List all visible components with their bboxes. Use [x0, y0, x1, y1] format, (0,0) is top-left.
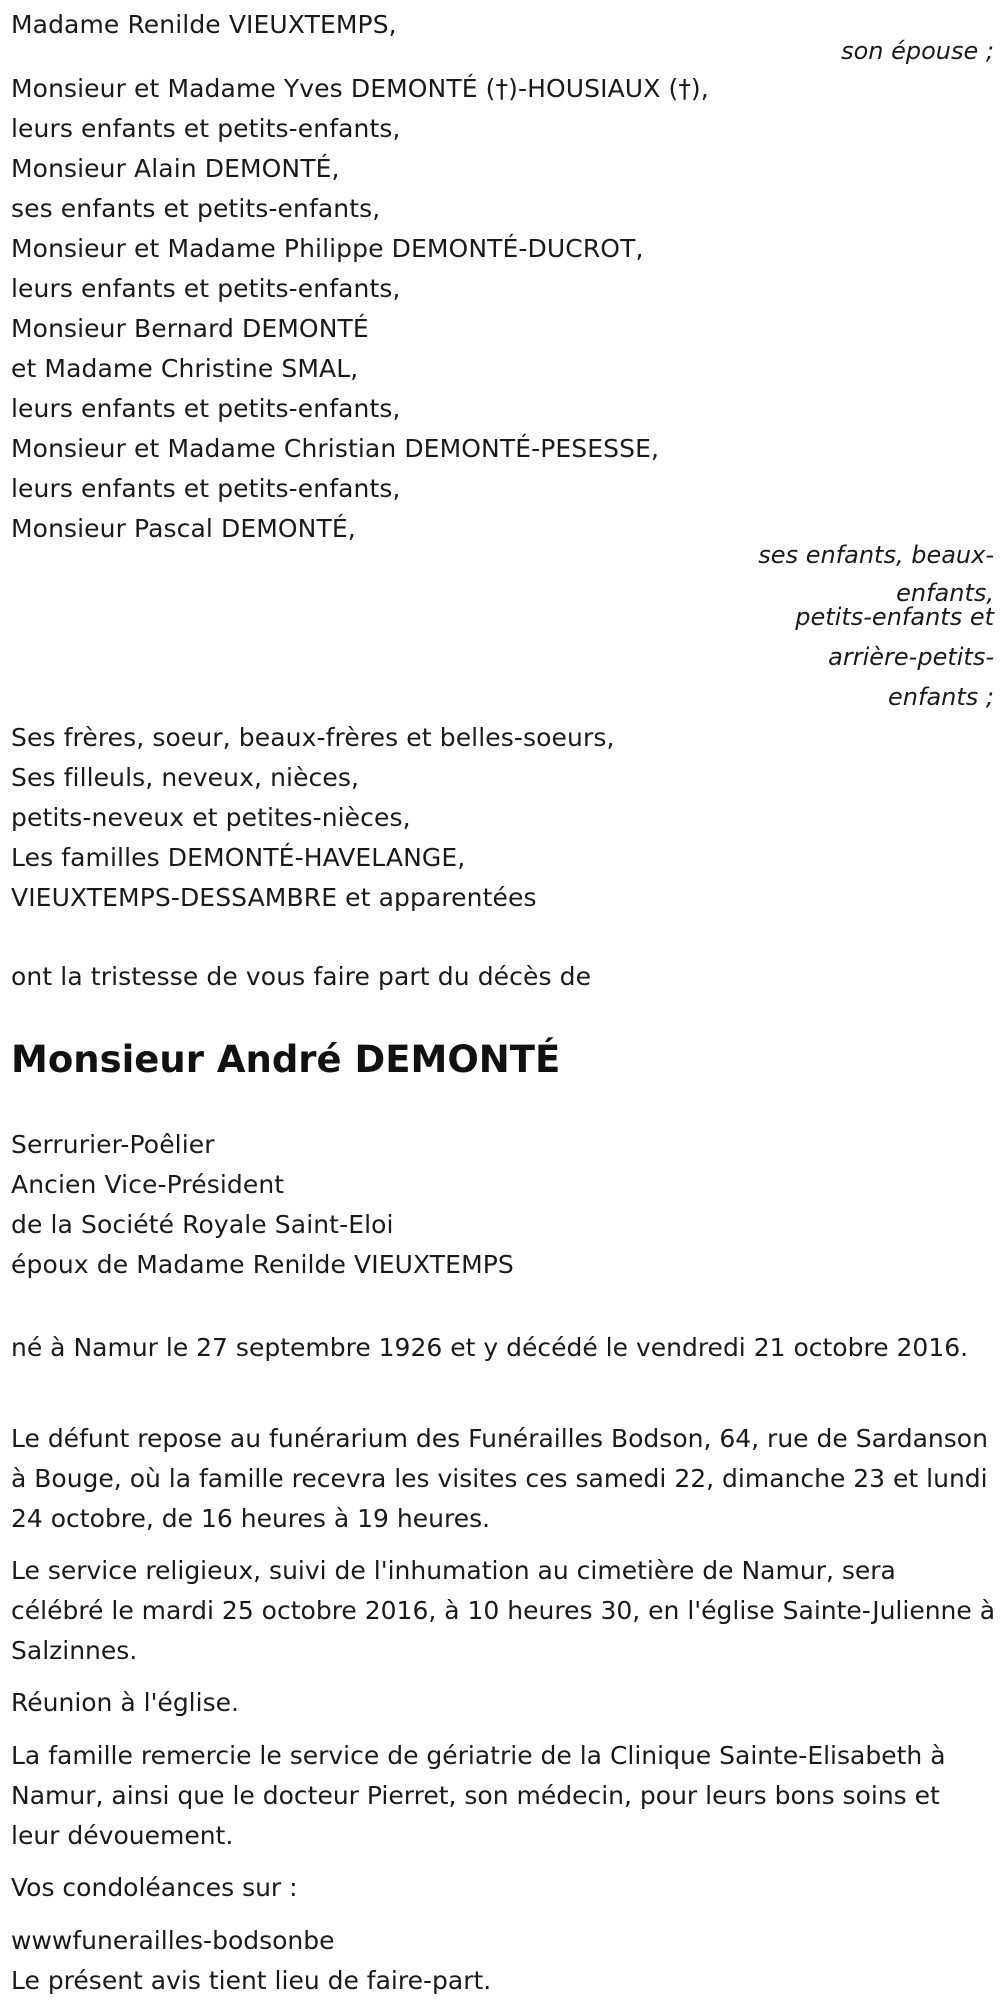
detail-line: Ancien Vice-Président — [11, 1170, 285, 1199]
family-line: Monsieur Bernard DEMONTÉ — [11, 314, 369, 343]
family-line: Monsieur et Madame Philippe DEMONTÉ-DUCROT, — [11, 234, 644, 263]
announcement-text: ont la tristesse de vous faire part du décès de — [11, 962, 592, 991]
detail-line: de la Société Royale Saint-Eloi — [11, 1210, 394, 1239]
thanks-paragraph: La famille remercie le service de gériatrie de la Clinique Sainte-Elisabeth à Namur, ainsi que le docteur Pierret, son médecin, pour leurs bons soins et leur dévouement. — [11, 1741, 946, 1850]
family-line: leurs enfants et petits-enfants, — [11, 114, 401, 143]
notice-footer: Le présent avis tient lieu de faire-part. — [11, 1966, 492, 1995]
family-line: Monsieur Pascal DEMONTÉ, — [11, 514, 356, 543]
children-role-line: arrière-petits- — [828, 643, 994, 671]
widow-role: son épouse ; — [841, 37, 994, 65]
visitation-paragraph: Le défunt repose au funérarium des Funérailles Bodson, 64, rue de Sardanson à Bouge, où la famille recevra les visites ces samedi 22, dimanche 23 et lundi 24 octobre, de 16 heures à 19 heures. — [11, 1424, 988, 1533]
service-paragraph: Le service religieux, suivi de l'inhumation au cimetière de Namur, sera célébré le mardi 25 octobre 2016, à 10 heures 30, en l'église Sainte-Julienne à Salzinnes. — [11, 1556, 996, 1665]
detail-line: Serrurier-Poêlier — [11, 1130, 215, 1159]
family-line: leurs enfants et petits-enfants, — [11, 274, 401, 303]
website-text: wwwfunerailles-bodsonbe — [11, 1926, 335, 1955]
children-role-line: ses enfants, beaux- — [758, 541, 994, 569]
children-role-line: enfants ; — [888, 683, 994, 711]
relatives-line: VIEUXTEMPS-DESSAMBRE et apparentées — [11, 883, 537, 912]
family-line: Monsieur et Madame Yves DEMONTÉ (†)-HOUSIAUX (†), — [11, 74, 709, 103]
relatives-line: Ses filleuls, neveux, nièces, — [11, 763, 360, 792]
condolences-label: Vos condoléances sur : — [11, 1873, 298, 1902]
children-role-line: petits-enfants et — [795, 603, 994, 631]
family-line: Monsieur Alain DEMONTÉ, — [11, 154, 340, 183]
family-line: ses enfants et petits-enfants, — [11, 194, 381, 223]
widow-name: Madame Renilde VIEUXTEMPS, — [11, 10, 397, 39]
relatives-line: Ses frères, soeur, beaux-frères et belles-soeurs, — [11, 723, 615, 752]
relatives-line: petits-neveux et petites-nièces, — [11, 803, 411, 832]
deceased-name: Monsieur André DEMONTÉ — [11, 1038, 561, 1081]
meeting-paragraph: Réunion à l'église. — [11, 1688, 239, 1717]
family-line: leurs enfants et petits-enfants, — [11, 474, 401, 503]
family-line: et Madame Christine SMAL, — [11, 354, 359, 383]
family-line: Monsieur et Madame Christian DEMONTÉ-PESESSE, — [11, 434, 660, 463]
family-line: leurs enfants et petits-enfants, — [11, 394, 401, 423]
relatives-line: Les familles DEMONTÉ-HAVELANGE, — [11, 843, 466, 872]
children-role-line: enfants, — [896, 579, 994, 607]
birth-death-paragraph: né à Namur le 27 septembre 1926 et y décédé le vendredi 21 octobre 2016. — [11, 1333, 969, 1362]
detail-line: époux de Madame Renilde VIEUXTEMPS — [11, 1250, 514, 1279]
